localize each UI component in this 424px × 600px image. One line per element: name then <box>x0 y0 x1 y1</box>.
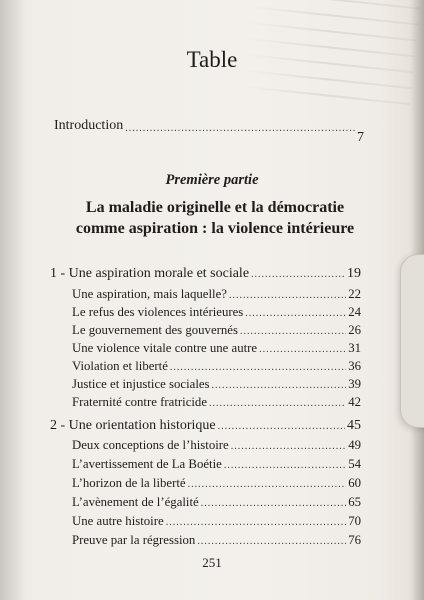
toc-entry-page: 54 <box>348 457 361 471</box>
leader-dots <box>166 517 347 528</box>
page-number: 251 <box>202 555 222 570</box>
bleed-through-text <box>235 0 424 160</box>
leader-dots <box>231 441 346 452</box>
toc-entry <box>72 377 361 392</box>
toc-entry-page: 36 <box>348 359 361 373</box>
leader-dots <box>212 380 347 391</box>
toc-entry-label: Deux conceptions de l’histoire <box>72 438 229 452</box>
toc-entry <box>72 514 361 529</box>
toc-entry-page: 22 <box>348 287 361 301</box>
chapter-2-label: 2 - Une orientation historique <box>50 418 216 433</box>
leader-dots <box>125 123 355 134</box>
toc-entry <box>72 395 361 410</box>
leader-dots <box>251 269 345 280</box>
gutter-shadow <box>0 0 26 600</box>
leader-dots <box>224 460 346 471</box>
toc-entry-label: Fraternité contre fratricide <box>72 395 208 409</box>
leader-dots <box>188 479 347 490</box>
toc-entry <box>72 323 361 338</box>
toc-entry <box>72 533 361 548</box>
toc-entry <box>72 287 361 302</box>
leader-dots <box>209 398 346 409</box>
toc-entry-page: 65 <box>348 495 361 509</box>
toc-chapter-2 <box>50 418 361 434</box>
toc-entry-label: Violation et liberté <box>72 359 168 373</box>
toc-entry-label: Justice et injustice sociales <box>72 377 210 391</box>
toc-entry-page: 39 <box>348 377 361 391</box>
toc-entry-page: 70 <box>348 514 361 528</box>
leader-dots <box>170 362 346 373</box>
toc-entry-page: 76 <box>348 533 361 547</box>
page-title: Table <box>186 47 238 72</box>
leader-dots <box>201 498 346 509</box>
part-title-line2: comme aspiration : la violence intérieure <box>75 220 355 237</box>
toc-entry <box>72 476 361 491</box>
leader-dots <box>245 308 346 319</box>
toc-entry <box>72 305 361 320</box>
toc-entry-label: Le refus des violences intérieures <box>72 305 244 319</box>
toc-intro-page: 7 <box>357 130 364 145</box>
toc-entry-label: Une autre histoire <box>72 514 164 528</box>
toc-entry-page: 42 <box>348 395 361 409</box>
chapter-2-page: 45 <box>347 418 361 433</box>
toc-entry-label: L’avènement de l’égalité <box>72 495 199 509</box>
leader-dots <box>197 536 346 547</box>
toc-entry <box>72 359 361 374</box>
page-clip <box>400 254 424 428</box>
part-title-line1: La maladie originelle et la démocratie <box>85 199 345 216</box>
leader-dots <box>259 344 346 355</box>
part-label: Première partie <box>165 172 259 188</box>
toc-entry <box>72 341 361 356</box>
toc-entry-label: Preuve par la régression <box>72 533 196 547</box>
leader-dots <box>240 326 346 337</box>
toc-entry-page: 24 <box>348 305 361 319</box>
toc-entry-label: Une aspiration, mais laquelle? <box>72 287 227 301</box>
chapter-1-label: 1 - Une aspiration morale et sociale <box>50 266 250 281</box>
toc-entry <box>72 438 361 453</box>
toc-entry <box>72 495 361 510</box>
toc-intro-label: Introduction <box>54 118 124 133</box>
toc-entry-page: 31 <box>348 341 361 355</box>
toc-chapter-1 <box>50 266 361 282</box>
toc-entry-label: Le gouvernement des gouvernés <box>72 323 238 337</box>
leader-dots <box>229 290 346 301</box>
toc-intro <box>54 118 364 145</box>
toc-entry-page: 60 <box>348 476 361 490</box>
chapter-1-page: 19 <box>347 266 361 281</box>
toc-entry-label: L’avertissement de La Boétie <box>72 457 222 471</box>
toc-entry-label: Une violence vitale contre une autre <box>72 341 258 355</box>
toc-entry-page: 26 <box>348 323 361 337</box>
toc-entry-label: L’horizon de la liberté <box>72 476 186 490</box>
toc-entry-page: 49 <box>348 438 361 452</box>
leader-dots <box>218 421 345 432</box>
toc-entry <box>72 457 361 472</box>
